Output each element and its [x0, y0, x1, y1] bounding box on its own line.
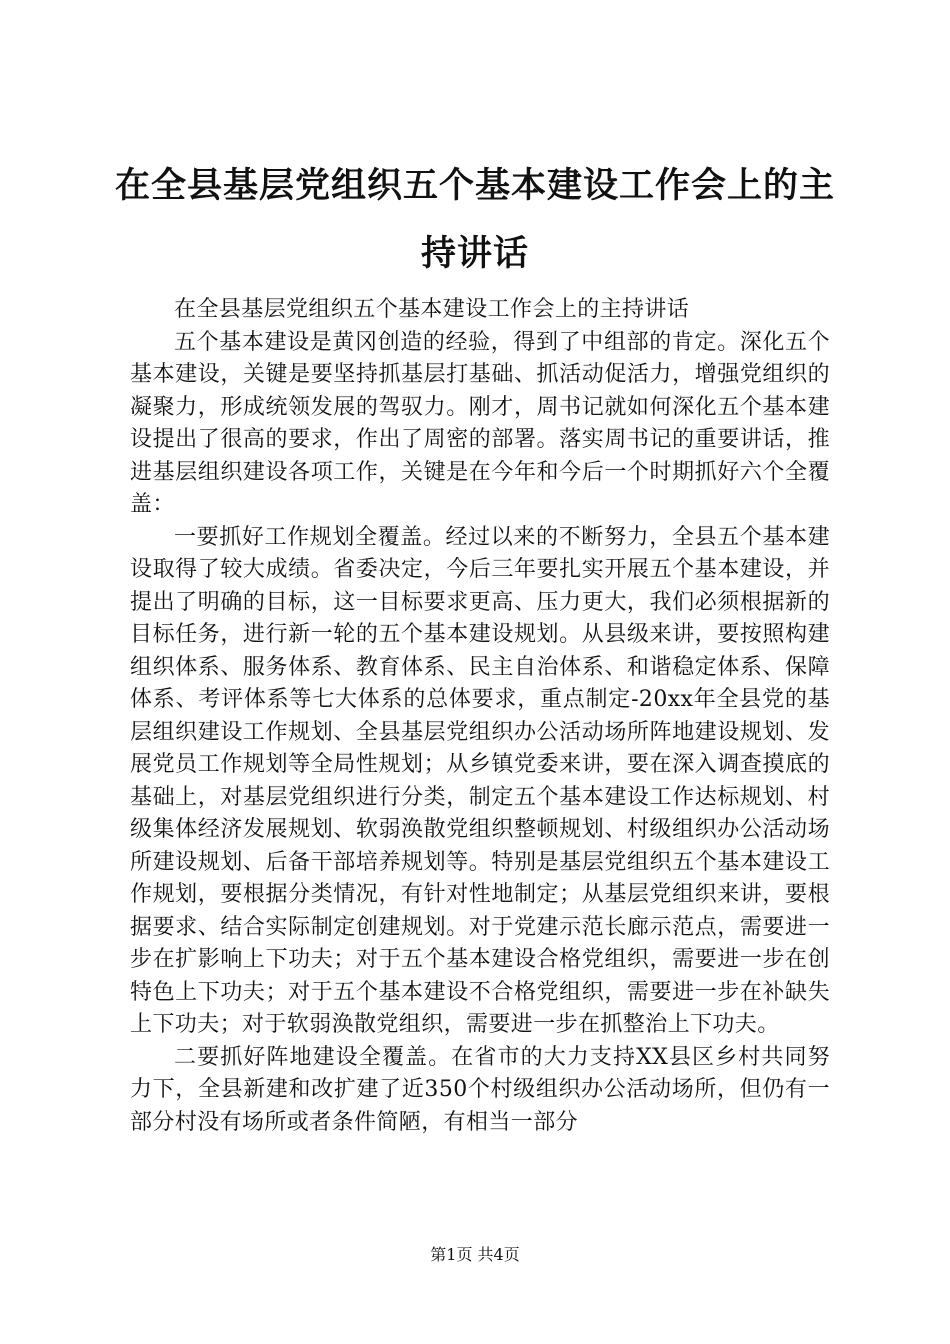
paragraph-intro: 五个基本建设是黄冈创造的经验，得到了中组部的肯定。深化五个基本建设，关键是要坚持抓基层打基础、抓活动促活力，增强党组织的凝聚力，形成统领发展的驾驭力。刚才，周书记就如何深化五个基本建设提出了很高的要求，作出了周密的部署。落实周书记的重要讲话，推进基层组织建设各项工作，关键是在今年和今后一个时期抓好六个全覆盖：: [130, 329, 830, 517]
paragraph-point-two: 二要抓好阵地建设全覆盖。在省市的大力支持XX县区乡村共同努力下，全县新建和改扩建了近350个村级组织办公活动场所，但仍有一部分村没有场所或者条件简陋，有相当一部分: [130, 1044, 830, 1135]
page-number-footer: 第1页 共4页: [430, 1245, 520, 1264]
document-body: [130, 294, 830, 1139]
document-title: 在全县基层党组织五个基本建设工作会上的主持讲话: [114, 165, 835, 274]
paragraph-subtitle: 在全县基层党组织五个基本建设工作会上的主持讲话: [174, 297, 690, 322]
paragraph-point-one: 一要抓好工作规划全覆盖。经过以来的不断努力，全县五个基本建设取得了较大成绩。省委决定，今后三年要扎实开展五个基本建设，并提出了明确的目标，这一目标要求更高、压力更大，我们必须根据新的目标任务，进行新一轮的五个基本建设规划。从县级来讲，要按照构建组织体系、服务体系、教育体系、民主自治体系、和谐稳定体系、保障体系、考评体系等七大体系的总体要求，重点制定-20xx年全县党的基层组织建设工作规划、全县基层党组织办公活动场所阵地建设规划、发展党员工作规划等全局性规划；从乡镇党委来讲，要在深入调查摸底的基础上，对基层党组织进行分类，制定五个基本建设工作达标规划、村级集体经济发展规划、软弱涣散党组织整顿规划、村级组织办公活动场所建设规划、后备干部培养规划等。特别是基层党组织五个基本建设工作规划，要根据分类情况，有针对性地制定；从基层党组织来讲，要根据要求、结合实际制定创建规划。对于党建示范长廊示范点，需要进一步在扩影响上下功夫；对于五个基本建设合格党组织，需要进一步在创特色上下功夫；对于五个基本建设不合格党组织，需要进一步在补缺失上下功夫；对于软弱涣散党组织，需要进一步在抓整治上下功夫。: [130, 524, 830, 1037]
